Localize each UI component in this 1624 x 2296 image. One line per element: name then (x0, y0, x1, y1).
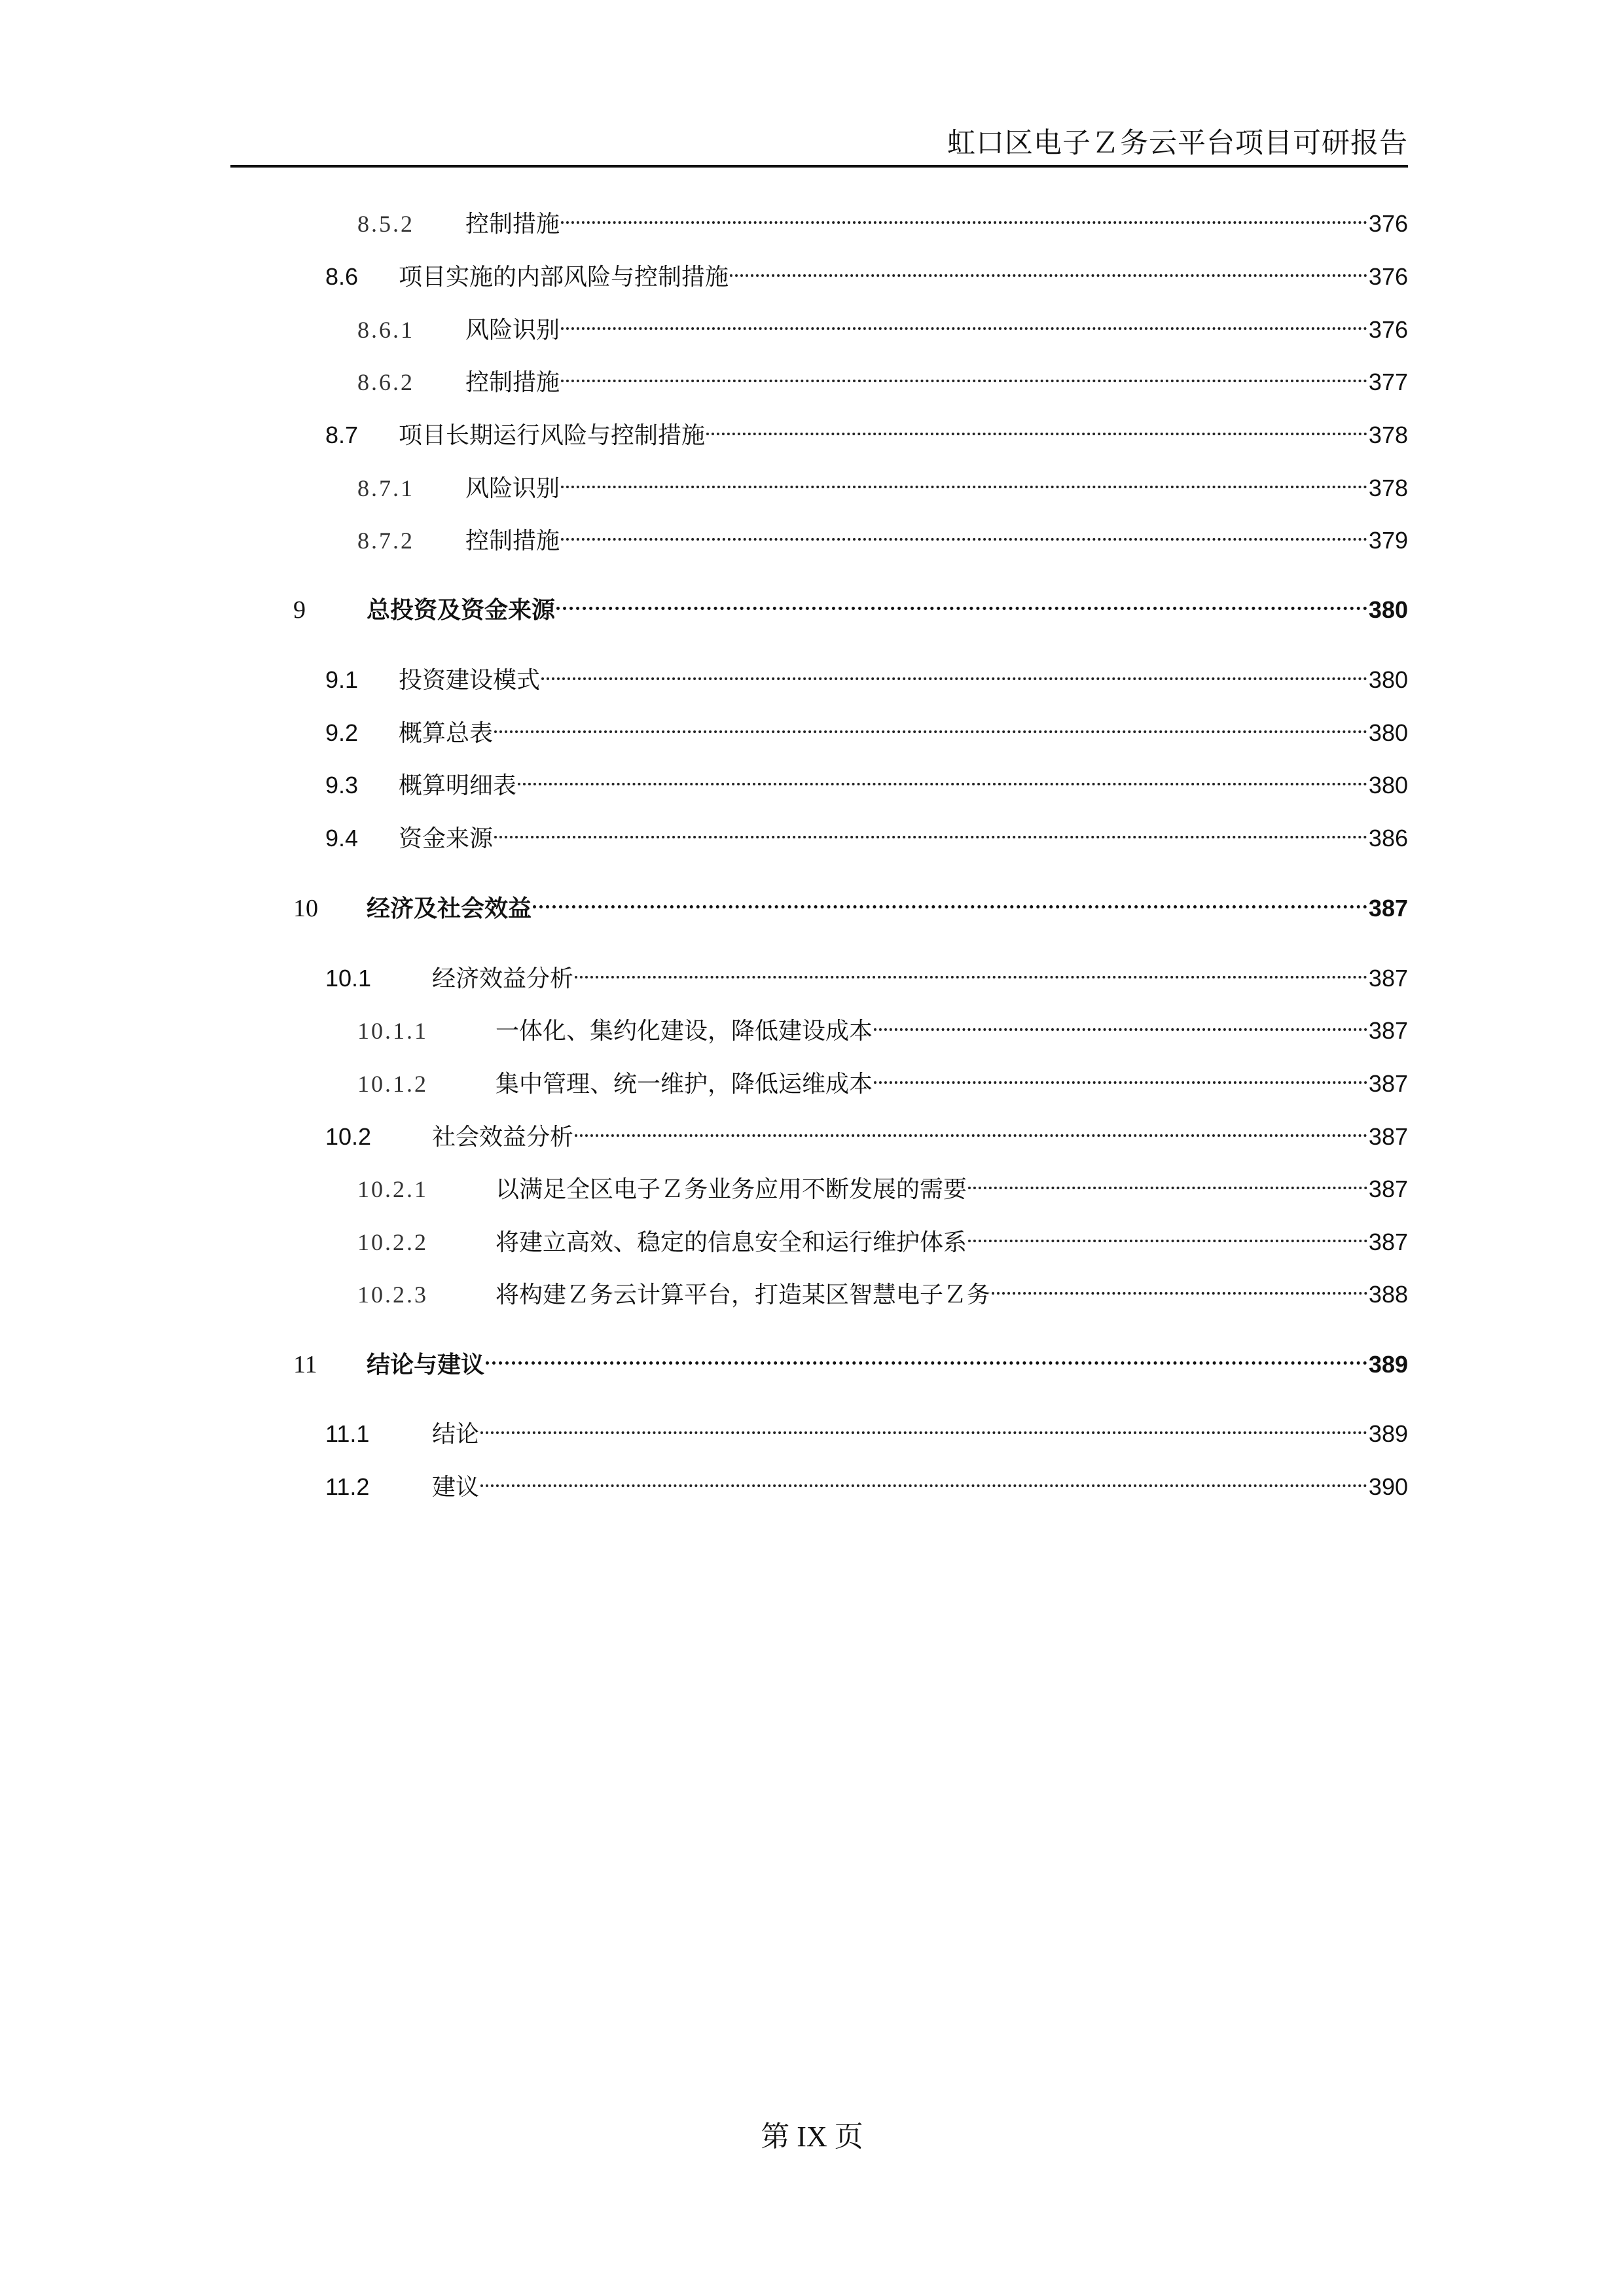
toc-entry-title: 控制措施 (465, 528, 560, 554)
toc-dot-leader (561, 512, 1367, 548)
toc-entry-number: 9.4 (325, 825, 359, 852)
toc-dot-leader (575, 1108, 1367, 1145)
toc-entry-page: 388 (1368, 1281, 1408, 1308)
toc-entry-number: 9 (293, 596, 306, 624)
toc-entry-page: 376 (1368, 316, 1408, 343)
toc-entry-page: 380 (1368, 719, 1408, 746)
toc-entry-title: 将建立高效、稳定的信息安全和运行维护体系 (496, 1229, 967, 1256)
toc-entry[interactable] (357, 1002, 1408, 1045)
toc-entry[interactable] (325, 810, 1408, 852)
toc-entry-title: 总投资及资金来源 (367, 597, 556, 624)
toc-dot-leader (575, 950, 1367, 986)
toc-entry[interactable] (325, 1108, 1408, 1151)
toc-entry-number: 11.1 (325, 1420, 370, 1447)
toc-entry-number: 10 (293, 895, 318, 922)
toc-entry-title: 风险识别 (465, 475, 560, 502)
toc-entry-number: 9.3 (325, 772, 359, 798)
toc-entry-number: 9.1 (325, 666, 359, 693)
toc-entry-number: 10.2 (325, 1123, 372, 1150)
toc-dot-leader (874, 1002, 1367, 1039)
toc-entry-number: 10.2.1 (357, 1176, 428, 1202)
toc-entry-number: 8.6 (325, 263, 359, 290)
toc-entry-page: 380 (1368, 772, 1408, 798)
toc-entry-title: 将构建Ｚ务云计算平台，打造某区智慧电子Ｚ务 (496, 1282, 991, 1308)
toc-entry[interactable] (357, 1266, 1408, 1308)
toc-dot-leader (992, 1266, 1367, 1302)
toc-entry-page: 379 (1368, 527, 1408, 554)
toc-entry-title: 经济效益分析 (432, 965, 574, 992)
toc-entry[interactable] (357, 195, 1408, 238)
toc-chapter-entry[interactable] (293, 581, 1408, 624)
toc-entry-page: 387 (1368, 895, 1408, 922)
toc-entry-number: 9.2 (325, 719, 359, 746)
toc-entry-number: 10.2.3 (357, 1282, 428, 1308)
toc-dot-leader (968, 1213, 1367, 1250)
toc-entry[interactable] (357, 1055, 1408, 1098)
toc-dot-leader (556, 581, 1367, 618)
toc-chapter-entry[interactable] (293, 880, 1408, 922)
toc-dot-leader (494, 810, 1367, 846)
toc-entry-page: 377 (1368, 368, 1408, 395)
toc-entry[interactable] (325, 1405, 1408, 1448)
toc-chapter-entry[interactable] (293, 1336, 1408, 1378)
toc-entry[interactable] (325, 651, 1408, 694)
toc-entry-page: 380 (1368, 596, 1408, 623)
toc-entry-title: 风险识别 (465, 317, 560, 344)
toc-entry-page: 387 (1368, 1123, 1408, 1150)
toc-entry-page: 387 (1368, 1175, 1408, 1202)
toc-entry-title: 建议 (432, 1474, 480, 1501)
toc-entry-page: 386 (1368, 825, 1408, 852)
toc-entry-title: 项目长期运行风险与控制措施 (399, 422, 706, 449)
toc-entry-number: 10.2.2 (357, 1229, 428, 1255)
toc-entry[interactable] (357, 1160, 1408, 1203)
toc-dot-leader (561, 353, 1367, 390)
toc-entry[interactable] (325, 950, 1408, 992)
toc-entry[interactable] (357, 353, 1408, 396)
toc-entry-title: 项目实施的内部风险与控制措施 (399, 264, 729, 291)
toc-entry-title: 结论与建议 (367, 1352, 485, 1378)
toc-entry-title: 社会效益分析 (432, 1124, 574, 1151)
toc-entry[interactable] (325, 1458, 1408, 1501)
toc-entry-page: 390 (1368, 1473, 1408, 1500)
toc-entry-title: 资金来源 (399, 825, 494, 852)
toc-entry[interactable] (357, 512, 1408, 554)
toc-entry-number: 8.7.2 (357, 528, 414, 554)
toc-entry-title: 控制措施 (465, 369, 560, 396)
toc-dot-leader (541, 651, 1367, 688)
toc-dot-leader (706, 406, 1367, 443)
toc-entry-number: 8.7.1 (357, 475, 414, 501)
toc-dot-leader (968, 1160, 1367, 1197)
toc-entry-title: 控制措施 (465, 211, 560, 238)
toc-entry-number: 10.1.2 (357, 1071, 428, 1097)
toc-dot-leader (561, 459, 1367, 496)
toc-entry-title: 以满足全区电子Ｚ务业务应用不断发展的需要 (496, 1176, 967, 1203)
toc-entry-number: 11 (293, 1351, 317, 1378)
toc-dot-leader (494, 704, 1367, 741)
toc-dot-leader (480, 1458, 1367, 1495)
toc-entry-page: 387 (1368, 1229, 1408, 1255)
toc-dot-leader (486, 1336, 1367, 1372)
toc-entry-number: 11.2 (325, 1473, 370, 1500)
toc-dot-leader (561, 301, 1367, 338)
toc-entry-number: 8.7 (325, 422, 359, 448)
toc-entry-page: 380 (1368, 666, 1408, 693)
toc-entry-page: 387 (1368, 965, 1408, 992)
toc-entry[interactable] (357, 1213, 1408, 1256)
toc-dot-leader (533, 880, 1367, 916)
toc-entry-title: 概算总表 (399, 720, 494, 747)
toc-entry-title: 经济及社会效益 (367, 895, 532, 922)
toc-dot-leader (874, 1055, 1367, 1092)
toc-entry-title: 投资建设模式 (399, 667, 541, 694)
toc-entry-number: 10.1.1 (357, 1018, 428, 1044)
toc-dot-leader (561, 195, 1367, 232)
toc-entry[interactable] (325, 248, 1408, 291)
toc-entry-page: 389 (1368, 1351, 1408, 1378)
toc-entry-page: 378 (1368, 422, 1408, 448)
toc-entry[interactable] (325, 704, 1408, 747)
toc-entry[interactable] (325, 757, 1408, 799)
toc-dot-leader (480, 1405, 1367, 1442)
toc-entry-title: 结论 (432, 1421, 480, 1448)
toc-entry-page: 378 (1368, 475, 1408, 501)
toc-entry-page: 387 (1368, 1070, 1408, 1097)
toc-entry[interactable] (357, 301, 1408, 344)
document-header-title: 虹口区电子Ｚ务云平台项目可研报告 (947, 127, 1408, 160)
toc-entry-page: 389 (1368, 1420, 1408, 1447)
toc-entry-number: 8.6.1 (357, 317, 414, 343)
toc-entry-page: 376 (1368, 263, 1408, 290)
toc-entry[interactable] (325, 406, 1408, 449)
toc-entry-number: 10.1 (325, 965, 372, 992)
toc-entry-number: 8.6.2 (357, 369, 414, 395)
toc-dot-leader (518, 757, 1367, 793)
toc-entry-title: 概算明细表 (399, 772, 517, 799)
page-number-footer: 第 IX 页 (761, 2121, 863, 2153)
toc-entry-title: 集中管理、统一维护，降低运维成本 (496, 1071, 873, 1098)
toc-entry[interactable] (357, 459, 1408, 502)
toc-dot-leader (730, 248, 1367, 285)
toc-entry-title: 一体化、集约化建设，降低建设成本 (496, 1018, 873, 1045)
toc-entry-page: 387 (1368, 1017, 1408, 1044)
toc-entry-page: 376 (1368, 210, 1408, 237)
toc-entry-number: 8.5.2 (357, 211, 414, 237)
